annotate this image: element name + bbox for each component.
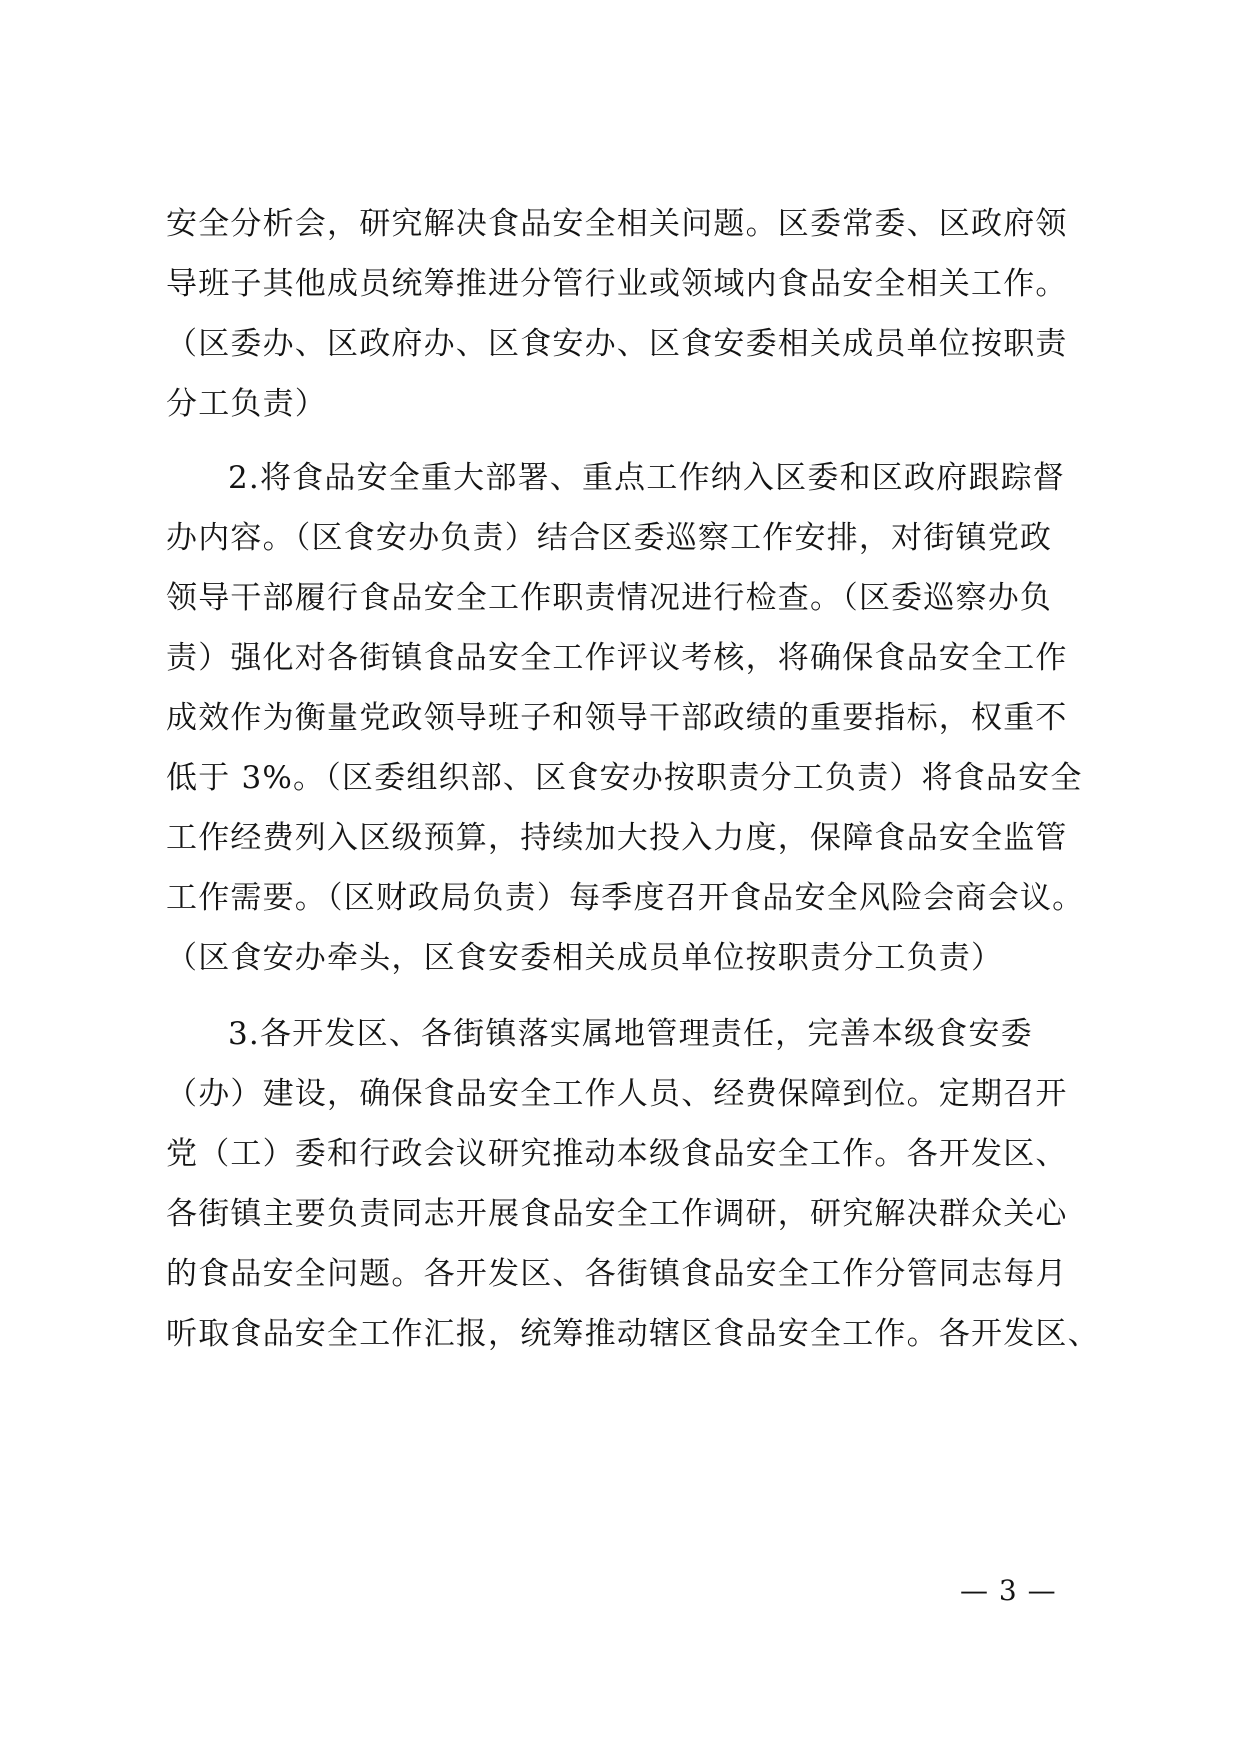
text-line: 各街镇主要负责同志开展食品安全工作调研，研究解决群众关心 — [166, 1196, 1068, 1232]
text-line: 2.将食品安全重大部署、重点工作纳入区委和区政府跟踪督 — [228, 460, 1065, 496]
text-line: （办）建设，确保食品安全工作人员、经费保障到位。定期召开 — [166, 1076, 1068, 1112]
text-line: （区委办、区政府办、区食安办、区食安委相关成员单位按职责 — [166, 326, 1068, 362]
text-line: 导班子其他成员统筹推进分管行业或领域内食品安全相关工作。 — [166, 266, 1068, 302]
text-line: 责）强化对各街镇食品安全工作评议考核，将确保食品安全工作 — [166, 640, 1068, 676]
text-line: 领导干部履行食品安全工作职责情况进行检查。（区委巡察办负 — [166, 580, 1053, 616]
text-line: （区食安办牵头，区食安委相关成员单位按职责分工负责） — [166, 940, 1004, 976]
text-line: 的食品安全问题。各开发区、各街镇食品安全工作分管同志每月 — [166, 1256, 1068, 1292]
text-line: 党（工）委和行政会议研究推动本级食品安全工作。各开发区、 — [166, 1136, 1068, 1172]
text-line: 低于 3%。（区委组织部、区食安办按职责分工负责）将食品安全 — [166, 760, 1083, 796]
text-line: 成效作为衡量党政领导班子和领导干部政绩的重要指标，权重不 — [166, 700, 1068, 736]
text-line: 听取食品安全工作汇报，统筹推动辖区食品安全工作。各开发区、 — [166, 1316, 1100, 1352]
text-line: 办内容。（区食安办负责）结合区委巡察工作安排，对街镇党政 — [166, 520, 1053, 556]
text-line: 安全分析会，研究解决食品安全相关问题。区委常委、区政府领 — [166, 206, 1068, 242]
page-number: — 3 — — [960, 1574, 1057, 1607]
text-line: 3.各开发区、各街镇落实属地管理责任，完善本级食安委 — [228, 1016, 1033, 1052]
text-line: 分工负责） — [166, 386, 327, 422]
text-line: 工作经费列入区级预算，持续加大投入力度，保障食品安全监管 — [166, 820, 1068, 856]
text-line: 工作需要。（区财政局负责）每季度召开食品安全风险会商会议。 — [166, 880, 1085, 916]
